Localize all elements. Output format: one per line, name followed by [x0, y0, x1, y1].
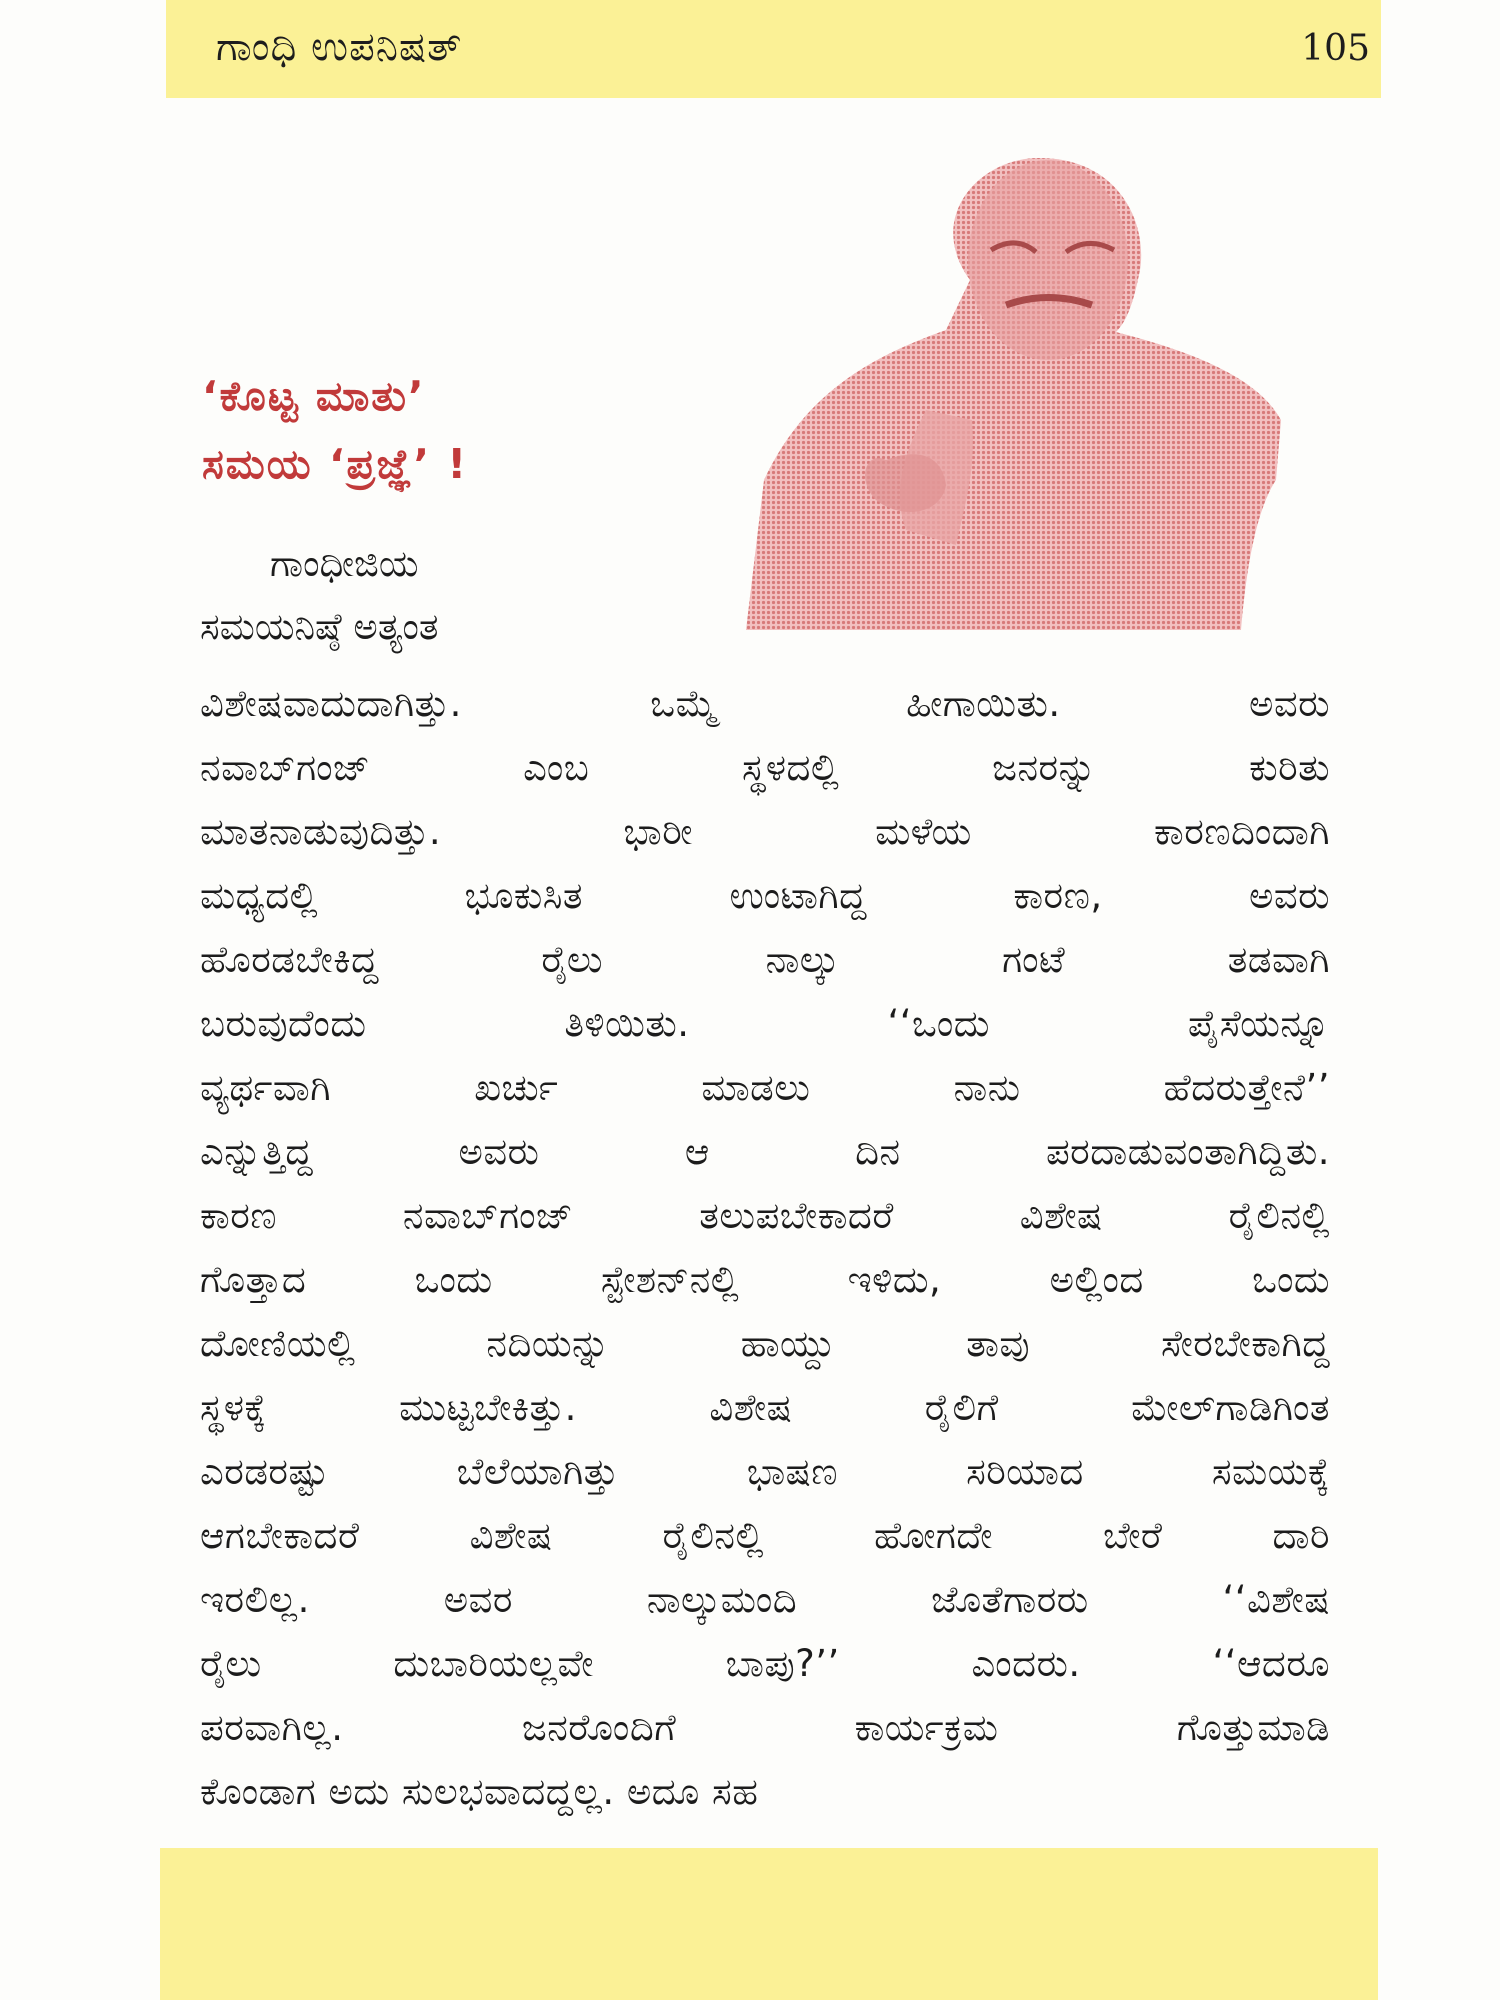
body-line: ನವಾಬ್‌ಗಂಜ್ ಎಂಬ ಸ್ಥಳದಲ್ಲಿ ಜನರನ್ನು ಕುರಿತು: [200, 746, 1330, 789]
body-line: ಪರವಾಗಿಲ್ಲ. ಜನರೊಂದಿಗೆ ಕಾರ್ಯಕ್ರಮ ಗೊತ್ತುಮಾಡಿ: [200, 1706, 1330, 1749]
paragraph-opening-line: ಗಾಂಧೀಜಿಯ: [270, 542, 419, 585]
body-line: ಕೊಂಡಾಗ ಅದು ಸುಲಭವಾದದ್ದಲ್ಲ. ಅದೂ ಸಹ: [200, 1770, 759, 1813]
paragraph-line: ಸಮಯನಿಷ್ಠೆ ಅತ್ಯಂತ: [200, 605, 439, 648]
body-line: ಮಾತನಾಡುವುದಿತ್ತು. ಭಾರೀ ಮಳೆಯ ಕಾರಣದಿಂದಾಗಿ: [200, 810, 1330, 853]
page-number: 105: [1301, 28, 1370, 69]
headline-line: ಸಮಯ ‘ಪ್ರಜ್ಞೆ’ !: [202, 440, 469, 488]
running-header-title: ಗಾಂಧಿ ಉಪನಿಷತ್: [216, 24, 463, 70]
body-line: ಕಾರಣ ನವಾಬ್‌ಗಂಜ್ ತಲುಪಬೇಕಾದರೆ ವಿಶೇಷ ರೈಲಿನಲ್ಲಿ: [200, 1194, 1330, 1237]
body-line: ಇರಲಿಲ್ಲ. ಅವರ ನಾಲ್ಕುಮಂದಿ ಜೊತೆಗಾರರು ‘‘ವಿಶೇಷ: [200, 1578, 1330, 1621]
body-line: ಎರಡರಷ್ಟು ಬೆಲೆಯಾಗಿತ್ತು ಭಾಷಣ ಸರಿಯಾದ ಸಮಯಕ್ಕೆ: [200, 1450, 1330, 1493]
headline-line: ‘ಕೊಟ್ಟ ಮಾತು’: [202, 372, 426, 420]
body-line: ವ್ಯರ್ಥವಾಗಿ ಖರ್ಚು ಮಾಡಲು ನಾನು ಹೆದರುತ್ತೇನೆ’’: [200, 1066, 1330, 1109]
body-line: ಬರುವುದೆಂದು ತಿಳಿಯಿತು. ‘‘ಒಂದು ಪೈಸೆಯನ್ನೂ: [200, 1002, 1330, 1045]
article-headline: [202, 362, 468, 498]
body-line: ದೋಣಿಯಲ್ಲಿ ನದಿಯನ್ನು ಹಾಯ್ದು ತಾವು ಸೇರಬೇಕಾಗಿದ್ದ: [200, 1322, 1330, 1365]
body-line: ಮಧ್ಯದಲ್ಲಿ ಭೂಕುಸಿತ ಉಂಟಾಗಿದ್ದ ಕಾರಣ, ಅವರು: [200, 874, 1330, 917]
gandhi-portrait-image: [736, 150, 1288, 636]
article-body: [200, 672, 1330, 1824]
body-line: ಹೊರಡಬೇಕಿದ್ದ ರೈಲು ನಾಲ್ಕು ಗಂಟೆ ತಡವಾಗಿ: [200, 938, 1330, 981]
body-line: ಗೊತ್ತಾದ ಒಂದು ಸ್ಟೇಶನ್‌ನಲ್ಲಿ ಇಳಿದು, ಅಲ್ಲಿಂದ ಒಂದು: [200, 1258, 1330, 1301]
body-line: ವಿಶೇಷವಾದುದಾಗಿತ್ತು. ಒಮ್ಮೆ ಹೀಗಾಯಿತು. ಅವರು: [200, 682, 1330, 725]
body-line: ರೈಲು ದುಬಾರಿಯಲ್ಲವೇ ಬಾಪು?’’ ಎಂದರು. ‘‘ಆದರೂ: [200, 1642, 1330, 1685]
body-line: ಆಗಬೇಕಾದರೆ ವಿಶೇಷ ರೈಲಿನಲ್ಲಿ ಹೋಗದೇ ಬೇರೆ ದಾರಿ: [200, 1514, 1331, 1557]
body-line: ಸ್ಥಳಕ್ಕೆ ಮುಟ್ಟಬೇಕಿತ್ತು. ವಿಶೇಷ ರೈಲಿಗೆ ಮೇಲ್‌ಗಾಡಿಗಿಂತ: [200, 1386, 1330, 1429]
body-line: ಎನ್ನುತ್ತಿದ್ದ ಅವರು ಆ ದಿನ ಪರದಾಡುವಂತಾಗಿದ್ದಿತು.: [200, 1130, 1330, 1173]
footer-band: [160, 1848, 1378, 2000]
